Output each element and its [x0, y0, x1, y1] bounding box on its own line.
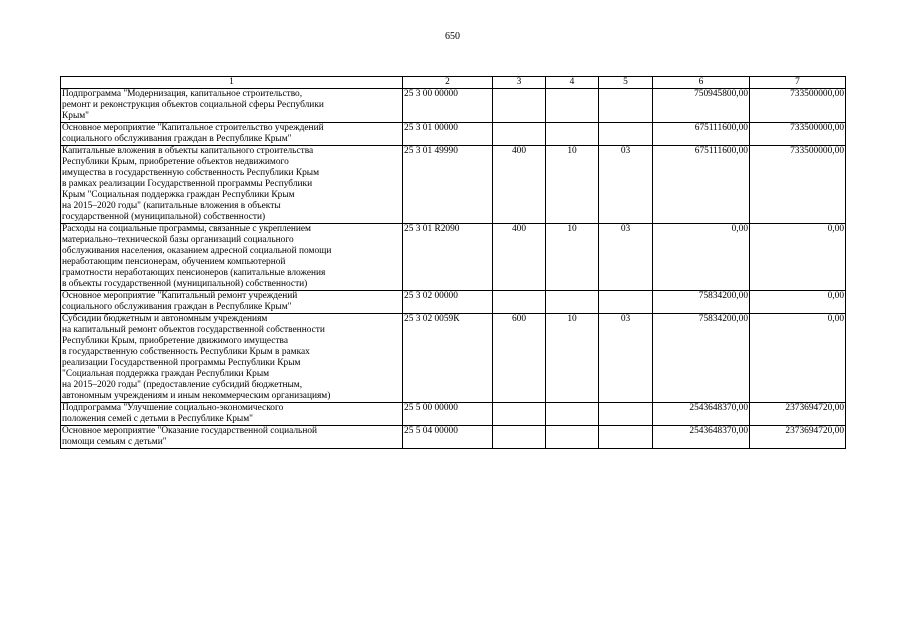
- row-target-code: 25 5 04 00000: [403, 426, 493, 449]
- row-description: Основное мероприятие "Оказание государственной социальной помощи семьям с детьми": [61, 426, 403, 449]
- row-section: 10: [546, 224, 599, 291]
- row-subsection: 03: [599, 314, 653, 403]
- row-target-code: 25 3 01 00000: [403, 123, 493, 146]
- table-row: [61, 123, 846, 146]
- budget-table: [60, 76, 846, 449]
- row-target-code: 25 3 01 49990: [403, 146, 493, 224]
- row-amount-year-2: 0,00: [750, 224, 846, 291]
- row-amount-year-1: 675111600,00: [653, 146, 750, 224]
- row-section: [546, 426, 599, 449]
- row-description: Субсидии бюджетным и автономным учреждениям на капитальный ремонт объектов государственной собственности Республики Крым, приобретение движимого имущества в государственную собственность Республики Крым в рамках реализации Государственной программы Республики Крым "Социальная поддержка граждан Республики Крым на 2015–2020 годы" (предоставление субсидий бюджетным, автономным учреждениям и иным некоммерческим организациям): [61, 314, 403, 403]
- row-section: [546, 403, 599, 426]
- table-row: [61, 146, 846, 224]
- row-expense-type: 600: [493, 314, 546, 403]
- row-amount-year-1: 0,00: [653, 224, 750, 291]
- row-subsection: 03: [599, 146, 653, 224]
- row-target-code: 25 3 02 0059К: [403, 314, 493, 403]
- row-description: Основное мероприятие "Капитальное строительство учреждений социального обслуживания граждан в Республике Крым": [61, 123, 403, 146]
- row-section: [546, 123, 599, 146]
- row-description: Расходы на социальные программы, связанные с укреплением материально–технической базы организаций социального обслуживания населения, оказанием адресной социальной помощи неработающим пенсионерам, обучением компьютерной грамотности неработающих пенсионеров (капитальные вложения в объекты государственной (муниципальной) собственности): [61, 224, 403, 291]
- table-row: [61, 426, 846, 449]
- row-amount-year-2: 2373694720,00: [750, 426, 846, 449]
- row-section: [546, 291, 599, 314]
- header-col-1: 1: [61, 77, 403, 89]
- row-section: [546, 89, 599, 123]
- row-subsection: 03: [599, 224, 653, 291]
- row-amount-year-1: 675111600,00: [653, 123, 750, 146]
- page-number: 650: [445, 31, 460, 42]
- row-description: Основное мероприятие "Капитальный ремонт учреждений социального обслуживания граждан в Республике Крым": [61, 291, 403, 314]
- row-amount-year-1: 750945800,00: [653, 89, 750, 123]
- row-target-code: 25 3 02 00000: [403, 291, 493, 314]
- row-expense-type: 400: [493, 224, 546, 291]
- row-subsection: [599, 426, 653, 449]
- header-col-4: 4: [546, 77, 599, 89]
- row-expense-type: [493, 403, 546, 426]
- row-subsection: [599, 291, 653, 314]
- row-amount-year-2: 733500000,00: [750, 123, 846, 146]
- row-amount-year-1: 75834200,00: [653, 291, 750, 314]
- row-amount-year-2: 733500000,00: [750, 146, 846, 224]
- header-col-3: 3: [493, 77, 546, 89]
- row-description: Капитальные вложения в объекты капитального строительства Республики Крым, приобретение объектов недвижимого имущества в государственную собственность Республики Крым в рамках реализации Государственной программы Республики Крым "Социальная поддержка граждан Республики Крым на 2015–2020 годы" (капитальные вложения в объекты государственной (муниципальной) собственности): [61, 146, 403, 224]
- row-amount-year-2: 2373694720,00: [750, 403, 846, 426]
- row-amount-year-1: 2543648370,00: [653, 426, 750, 449]
- header-col-6: 6: [653, 77, 750, 89]
- header-col-2: 2: [403, 77, 493, 89]
- row-description: Подпрограмма "Улучшение социально-экономического положения семей с детьми в Республике Крым": [61, 403, 403, 426]
- row-target-code: 25 3 00 00000: [403, 89, 493, 123]
- row-subsection: [599, 89, 653, 123]
- row-subsection: [599, 403, 653, 426]
- row-subsection: [599, 123, 653, 146]
- row-amount-year-1: 2543648370,00: [653, 403, 750, 426]
- row-expense-type: 400: [493, 146, 546, 224]
- table-row: [61, 314, 846, 403]
- table-row: [61, 224, 846, 291]
- row-section: 10: [546, 314, 599, 403]
- table-row: [61, 89, 846, 123]
- table-row: [61, 291, 846, 314]
- row-expense-type: [493, 426, 546, 449]
- row-expense-type: [493, 291, 546, 314]
- row-amount-year-2: 0,00: [750, 291, 846, 314]
- row-expense-type: [493, 89, 546, 123]
- row-section: 10: [546, 146, 599, 224]
- row-target-code: 25 5 00 00000: [403, 403, 493, 426]
- row-expense-type: [493, 123, 546, 146]
- row-amount-year-2: 733500000,00: [750, 89, 846, 123]
- row-description: Подпрограмма "Модернизация, капитальное строительство, ремонт и реконструкция объектов социальной сферы Республики Крым": [61, 89, 403, 123]
- row-target-code: 25 3 01 R2090: [403, 224, 493, 291]
- row-amount-year-1: 75834200,00: [653, 314, 750, 403]
- header-row: [61, 77, 846, 89]
- header-col-5: 5: [599, 77, 653, 89]
- row-amount-year-2: 0,00: [750, 314, 846, 403]
- table-row: [61, 403, 846, 426]
- header-col-7: 7: [750, 77, 846, 89]
